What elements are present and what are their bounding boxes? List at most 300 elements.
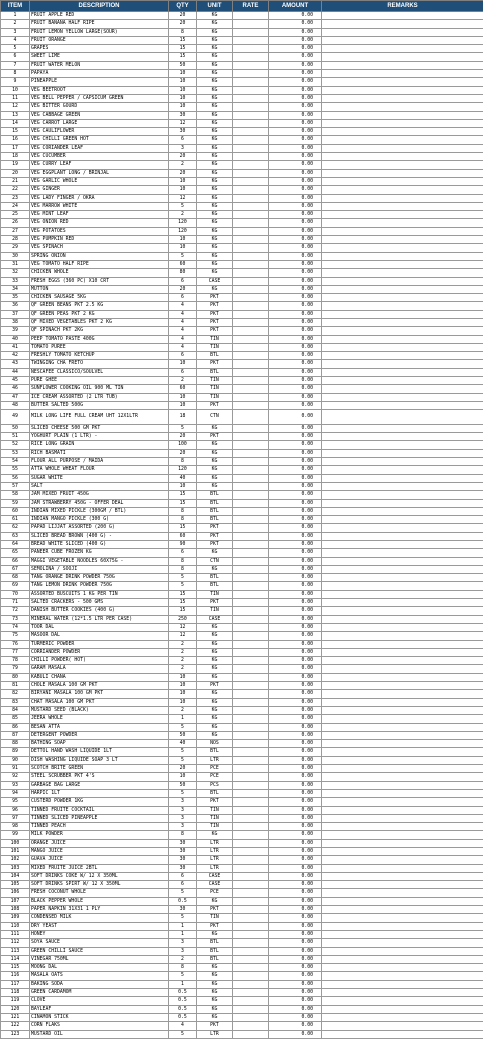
cell-remarks bbox=[322, 352, 483, 360]
cell-amount: 0.00 bbox=[269, 814, 322, 822]
cell-qty: 6 bbox=[169, 549, 197, 557]
header-qty: QTY bbox=[169, 1, 197, 12]
cell-unit: KG bbox=[197, 144, 233, 152]
cell-description: VEG PUMPKIN RED bbox=[30, 236, 169, 244]
cell-description: VEG LADY FINGER / OKRA bbox=[30, 194, 169, 202]
cell-description: ATTA WHOLE WHEAT FLOUR bbox=[30, 466, 169, 474]
cell-amount: 0.00 bbox=[269, 532, 322, 540]
cell-unit: BTL bbox=[197, 748, 233, 756]
cell-description: QF SPINACH PKT 2KG bbox=[30, 327, 169, 335]
cell-remarks bbox=[322, 798, 483, 806]
cell-rate bbox=[233, 897, 269, 905]
table-row bbox=[1, 219, 483, 227]
cell-unit: KG bbox=[197, 128, 233, 136]
cell-item: 96 bbox=[1, 806, 30, 814]
cell-description: SPRING ONION bbox=[30, 252, 169, 260]
cell-amount: 0.00 bbox=[269, 36, 322, 44]
table-row bbox=[1, 61, 483, 69]
cell-unit: NOS bbox=[197, 740, 233, 748]
cell-unit: KG bbox=[197, 119, 233, 127]
cell-item: 17 bbox=[1, 144, 30, 152]
table-row bbox=[1, 765, 483, 773]
cell-description: MUTTON bbox=[30, 285, 169, 293]
cell-amount: 0.00 bbox=[269, 144, 322, 152]
cell-rate bbox=[233, 740, 269, 748]
table-row bbox=[1, 466, 483, 474]
table-row bbox=[1, 285, 483, 293]
cell-rate bbox=[233, 889, 269, 897]
cell-item: 10 bbox=[1, 86, 30, 94]
cell-description: CLOVE bbox=[30, 997, 169, 1005]
cell-qty: 5 bbox=[169, 582, 197, 590]
cell-description: CHOLE MASALA 100 GM PKT bbox=[30, 682, 169, 690]
cell-item: 53 bbox=[1, 449, 30, 457]
cell-unit: KG bbox=[197, 111, 233, 119]
cell-amount: 0.00 bbox=[269, 482, 322, 490]
table-row bbox=[1, 972, 483, 980]
cell-rate bbox=[233, 86, 269, 94]
cell-description: CHAT MASALA 100 GM PKT bbox=[30, 698, 169, 706]
cell-rate bbox=[233, 153, 269, 161]
cell-amount: 0.00 bbox=[269, 78, 322, 86]
cell-qty: 5 bbox=[169, 889, 197, 897]
cell-remarks bbox=[322, 393, 483, 401]
cell-qty: 10 bbox=[169, 103, 197, 111]
cell-item: 6 bbox=[1, 53, 30, 61]
cell-unit: KG bbox=[197, 86, 233, 94]
cell-description: RICE LONG GRAIN bbox=[30, 441, 169, 449]
cell-remarks bbox=[322, 244, 483, 252]
cell-remarks bbox=[322, 980, 483, 988]
cell-qty: 3 bbox=[169, 144, 197, 152]
cell-qty: 12 bbox=[169, 632, 197, 640]
cell-unit: KG bbox=[197, 964, 233, 972]
cell-qty: 60 bbox=[169, 385, 197, 393]
cell-qty: 1 bbox=[169, 930, 197, 938]
cell-amount: 0.00 bbox=[269, 930, 322, 938]
cell-unit: PKT bbox=[197, 318, 233, 326]
cell-rate bbox=[233, 789, 269, 797]
cell-unit: KG bbox=[197, 211, 233, 219]
cell-rate bbox=[233, 53, 269, 61]
cell-description: VEG MARROW WHITE bbox=[30, 202, 169, 210]
cell-rate bbox=[233, 798, 269, 806]
cell-description: SLICED BREAD BROWN (400 G) - bbox=[30, 532, 169, 540]
cell-rate bbox=[233, 972, 269, 980]
cell-remarks bbox=[322, 260, 483, 268]
cell-item: 98 bbox=[1, 823, 30, 831]
cell-unit: KG bbox=[197, 1013, 233, 1021]
cell-amount: 0.00 bbox=[269, 823, 322, 831]
cell-rate bbox=[233, 45, 269, 53]
cell-amount: 0.00 bbox=[269, 740, 322, 748]
cell-unit: PKT bbox=[197, 327, 233, 335]
cell-remarks bbox=[322, 499, 483, 507]
cell-rate bbox=[233, 244, 269, 252]
cell-rate bbox=[233, 599, 269, 607]
cell-remarks bbox=[322, 294, 483, 302]
cell-unit: KG bbox=[197, 980, 233, 988]
table-row bbox=[1, 856, 483, 864]
table-row bbox=[1, 831, 483, 839]
cell-amount: 0.00 bbox=[269, 393, 322, 401]
cell-description: VEG CABBAGE GREEN bbox=[30, 111, 169, 119]
cell-unit: LTR bbox=[197, 1030, 233, 1038]
table-row bbox=[1, 997, 483, 1005]
table-row bbox=[1, 715, 483, 723]
cell-amount: 0.00 bbox=[269, 1022, 322, 1030]
cell-qty: 15 bbox=[169, 53, 197, 61]
cell-rate bbox=[233, 352, 269, 360]
cell-rate bbox=[233, 930, 269, 938]
cell-item: 95 bbox=[1, 798, 30, 806]
cell-remarks bbox=[322, 285, 483, 293]
cell-amount: 0.00 bbox=[269, 211, 322, 219]
cell-remarks bbox=[322, 623, 483, 631]
cell-item: 41 bbox=[1, 343, 30, 351]
cell-amount: 0.00 bbox=[269, 227, 322, 235]
cell-description: JAM MIXED FRUIT 450G bbox=[30, 491, 169, 499]
cell-remarks bbox=[322, 582, 483, 590]
table-row bbox=[1, 740, 483, 748]
cell-item: 119 bbox=[1, 997, 30, 1005]
table-row bbox=[1, 53, 483, 61]
cell-rate bbox=[233, 466, 269, 474]
cell-item: 112 bbox=[1, 939, 30, 947]
cell-amount: 0.00 bbox=[269, 881, 322, 889]
cell-description: INDIAN MANGO PICKLE (300 G) bbox=[30, 516, 169, 524]
cell-unit: KG bbox=[197, 466, 233, 474]
header-item: ITEM bbox=[1, 1, 30, 12]
cell-item: 122 bbox=[1, 1022, 30, 1030]
cell-description: CHICKEN WHOLE bbox=[30, 269, 169, 277]
cell-item: 115 bbox=[1, 964, 30, 972]
cell-amount: 0.00 bbox=[269, 980, 322, 988]
cell-qty: 3 bbox=[169, 814, 197, 822]
cell-description: GARBAGE BAG LARGE bbox=[30, 781, 169, 789]
cell-description: CONDENSED MILK bbox=[30, 914, 169, 922]
cell-amount: 0.00 bbox=[269, 947, 322, 955]
cell-rate bbox=[233, 1013, 269, 1021]
table-row bbox=[1, 360, 483, 368]
table-row bbox=[1, 401, 483, 409]
cell-amount: 0.00 bbox=[269, 839, 322, 847]
table-row bbox=[1, 623, 483, 631]
cell-remarks bbox=[322, 327, 483, 335]
cell-description: ASSORTED BUSCUITS 1 KG PER TIN bbox=[30, 590, 169, 598]
cell-description: FRESH EGGS (360 PC) X10 CRT bbox=[30, 277, 169, 285]
cell-item: 77 bbox=[1, 648, 30, 656]
table-row bbox=[1, 939, 483, 947]
cell-description: TINNED SLICED PINEAPPLE bbox=[30, 814, 169, 822]
cell-unit: PKT bbox=[197, 360, 233, 368]
cell-rate bbox=[233, 823, 269, 831]
cell-qty: 8 bbox=[169, 458, 197, 466]
table-row bbox=[1, 731, 483, 739]
cell-amount: 0.00 bbox=[269, 70, 322, 78]
cell-unit: CASE bbox=[197, 277, 233, 285]
cell-qty: 6 bbox=[169, 294, 197, 302]
cell-amount: 0.00 bbox=[269, 640, 322, 648]
cell-rate bbox=[233, 385, 269, 393]
cell-amount: 0.00 bbox=[269, 499, 322, 507]
table-row bbox=[1, 748, 483, 756]
cell-item: 78 bbox=[1, 657, 30, 665]
cell-item: 59 bbox=[1, 499, 30, 507]
table-row bbox=[1, 657, 483, 665]
table-row bbox=[1, 12, 483, 20]
cell-description: BUTTER SALTED 500G bbox=[30, 401, 169, 409]
cell-qty: 2 bbox=[169, 161, 197, 169]
cell-amount: 0.00 bbox=[269, 111, 322, 119]
cell-amount: 0.00 bbox=[269, 103, 322, 111]
cell-description: MUSTARD OIL bbox=[30, 1030, 169, 1038]
cell-amount: 0.00 bbox=[269, 310, 322, 318]
cell-qty: 12 bbox=[169, 623, 197, 631]
cell-rate bbox=[233, 277, 269, 285]
cell-description: ICE CREAM ASSORTED (2 LTR TUB) bbox=[30, 393, 169, 401]
cell-unit: LTR bbox=[197, 839, 233, 847]
cell-amount: 0.00 bbox=[269, 186, 322, 194]
cell-qty: 8 bbox=[169, 507, 197, 515]
cell-amount: 0.00 bbox=[269, 847, 322, 855]
table-row bbox=[1, 491, 483, 499]
cell-unit: LTR bbox=[197, 756, 233, 764]
cell-item: 34 bbox=[1, 285, 30, 293]
cell-remarks bbox=[322, 219, 483, 227]
cell-rate bbox=[233, 211, 269, 219]
table-row bbox=[1, 277, 483, 285]
cell-remarks bbox=[322, 78, 483, 86]
cell-item: 45 bbox=[1, 377, 30, 385]
table-row bbox=[1, 648, 483, 656]
cell-description: HARPIC 1LT bbox=[30, 789, 169, 797]
cell-qty: 60 bbox=[169, 260, 197, 268]
cell-qty: 4 bbox=[169, 327, 197, 335]
cell-rate bbox=[233, 61, 269, 69]
cell-amount: 0.00 bbox=[269, 665, 322, 673]
cell-rate bbox=[233, 474, 269, 482]
cell-amount: 0.00 bbox=[269, 285, 322, 293]
header-remarks: REMARKS bbox=[322, 1, 483, 12]
cell-description: GREEN CARDAMOM bbox=[30, 989, 169, 997]
cell-remarks bbox=[322, 922, 483, 930]
header-description: DESCRIPTION bbox=[30, 1, 169, 12]
cell-remarks bbox=[322, 410, 483, 425]
cell-amount: 0.00 bbox=[269, 244, 322, 252]
table-row bbox=[1, 847, 483, 855]
cell-item: 47 bbox=[1, 393, 30, 401]
cell-item: 99 bbox=[1, 831, 30, 839]
cell-item: 82 bbox=[1, 690, 30, 698]
table-row bbox=[1, 343, 483, 351]
cell-item: 9 bbox=[1, 78, 30, 86]
cell-rate bbox=[233, 557, 269, 565]
cell-amount: 0.00 bbox=[269, 360, 322, 368]
cell-qty: 30 bbox=[169, 839, 197, 847]
cell-remarks bbox=[322, 441, 483, 449]
cell-item: 100 bbox=[1, 839, 30, 847]
cell-unit: KG bbox=[197, 897, 233, 905]
cell-amount: 0.00 bbox=[269, 252, 322, 260]
cell-amount: 0.00 bbox=[269, 657, 322, 665]
table-row bbox=[1, 640, 483, 648]
cell-qty: 10 bbox=[169, 70, 197, 78]
cell-remarks bbox=[322, 252, 483, 260]
cell-item: 42 bbox=[1, 352, 30, 360]
cell-remarks bbox=[322, 482, 483, 490]
cell-unit: TIN bbox=[197, 823, 233, 831]
cell-remarks bbox=[322, 723, 483, 731]
cell-rate bbox=[233, 839, 269, 847]
cell-rate bbox=[233, 607, 269, 615]
cell-description: TANG LEMON DRINK POWDER 750G bbox=[30, 582, 169, 590]
cell-item: 94 bbox=[1, 789, 30, 797]
cell-unit: KG bbox=[197, 70, 233, 78]
cell-rate bbox=[233, 103, 269, 111]
cell-amount: 0.00 bbox=[269, 698, 322, 706]
table-row bbox=[1, 798, 483, 806]
cell-remarks bbox=[322, 789, 483, 797]
cell-qty: 1 bbox=[169, 980, 197, 988]
cell-remarks bbox=[322, 20, 483, 28]
table-row bbox=[1, 78, 483, 86]
cell-item: 110 bbox=[1, 922, 30, 930]
cell-qty: 2 bbox=[169, 377, 197, 385]
table-row bbox=[1, 103, 483, 111]
cell-qty: 5 bbox=[169, 252, 197, 260]
cell-remarks bbox=[322, 839, 483, 847]
cell-amount: 0.00 bbox=[269, 410, 322, 425]
cell-remarks bbox=[322, 28, 483, 36]
cell-item: 103 bbox=[1, 864, 30, 872]
table-row bbox=[1, 964, 483, 972]
cell-remarks bbox=[322, 449, 483, 457]
cell-item: 26 bbox=[1, 219, 30, 227]
cell-description: BREAD WHITE SLICED (400 G) bbox=[30, 541, 169, 549]
cell-rate bbox=[233, 565, 269, 573]
cell-qty: 4 bbox=[169, 1022, 197, 1030]
cell-amount: 0.00 bbox=[269, 449, 322, 457]
cell-rate bbox=[233, 781, 269, 789]
cell-remarks bbox=[322, 823, 483, 831]
cell-remarks bbox=[322, 740, 483, 748]
cell-amount: 0.00 bbox=[269, 557, 322, 565]
cell-unit: BTL bbox=[197, 955, 233, 963]
cell-rate bbox=[233, 482, 269, 490]
cell-qty: 30 bbox=[169, 847, 197, 855]
cell-qty: 10 bbox=[169, 186, 197, 194]
cell-description: VEG POTATOES bbox=[30, 227, 169, 235]
cell-unit: KG bbox=[197, 474, 233, 482]
cell-item: 62 bbox=[1, 524, 30, 532]
cell-amount: 0.00 bbox=[269, 20, 322, 28]
cell-rate bbox=[233, 516, 269, 524]
cell-description: BIRYANI MASALA 100 GM PKT bbox=[30, 690, 169, 698]
cell-rate bbox=[233, 260, 269, 268]
cell-description: QF GREEN PEAS PKT 2 KG bbox=[30, 310, 169, 318]
cell-description: BLACK PEPPER WHOLE bbox=[30, 897, 169, 905]
cell-unit: KG bbox=[197, 449, 233, 457]
cell-amount: 0.00 bbox=[269, 458, 322, 466]
cell-amount: 0.00 bbox=[269, 906, 322, 914]
cell-description: CINAMON STICK bbox=[30, 1013, 169, 1021]
cell-description: VEG SPINACH bbox=[30, 244, 169, 252]
cell-rate bbox=[233, 947, 269, 955]
cell-description: SALTED CRACKERS - 500 GMS bbox=[30, 599, 169, 607]
cell-item: 89 bbox=[1, 748, 30, 756]
cell-description: CHICKEN SAUSAGE 5KG bbox=[30, 294, 169, 302]
cell-item: 11 bbox=[1, 94, 30, 102]
table-row bbox=[1, 706, 483, 714]
cell-remarks bbox=[322, 590, 483, 598]
cell-item: 25 bbox=[1, 211, 30, 219]
cell-qty: 10 bbox=[169, 673, 197, 681]
cell-description: VEG MINT LEAF bbox=[30, 211, 169, 219]
cell-description: VEG BELL PEPPER / CAPSICUM GREEN bbox=[30, 94, 169, 102]
cell-qty: 90 bbox=[169, 541, 197, 549]
cell-rate bbox=[233, 698, 269, 706]
cell-qty: 20 bbox=[169, 169, 197, 177]
cell-remarks bbox=[322, 474, 483, 482]
table-row bbox=[1, 433, 483, 441]
cell-amount: 0.00 bbox=[269, 12, 322, 20]
cell-remarks bbox=[322, 153, 483, 161]
cell-remarks bbox=[322, 607, 483, 615]
cell-remarks bbox=[322, 491, 483, 499]
cell-description: PAPAYA bbox=[30, 70, 169, 78]
cell-unit: KG bbox=[197, 227, 233, 235]
cell-qty: 1 bbox=[169, 922, 197, 930]
table-row bbox=[1, 244, 483, 252]
cell-remarks bbox=[322, 831, 483, 839]
table-row bbox=[1, 194, 483, 202]
cell-remarks bbox=[322, 211, 483, 219]
cell-rate bbox=[233, 144, 269, 152]
cell-unit: PKT bbox=[197, 524, 233, 532]
cell-item: 58 bbox=[1, 491, 30, 499]
table-row bbox=[1, 186, 483, 194]
table-row bbox=[1, 698, 483, 706]
cell-rate bbox=[233, 640, 269, 648]
cell-amount: 0.00 bbox=[269, 864, 322, 872]
cell-unit: KG bbox=[197, 12, 233, 20]
cell-amount: 0.00 bbox=[269, 327, 322, 335]
cell-amount: 0.00 bbox=[269, 939, 322, 947]
cell-description: MASALA OATS bbox=[30, 972, 169, 980]
cell-description: GRAPES bbox=[30, 45, 169, 53]
cell-unit: KG bbox=[197, 94, 233, 102]
cell-rate bbox=[233, 773, 269, 781]
cell-amount: 0.00 bbox=[269, 352, 322, 360]
cell-qty: 5 bbox=[169, 723, 197, 731]
cell-rate bbox=[233, 136, 269, 144]
cell-unit: BTL bbox=[197, 516, 233, 524]
cell-item: 86 bbox=[1, 723, 30, 731]
cell-amount: 0.00 bbox=[269, 28, 322, 36]
cell-qty: 30 bbox=[169, 111, 197, 119]
cell-unit: PKT bbox=[197, 302, 233, 310]
cell-rate bbox=[233, 914, 269, 922]
cell-amount: 0.00 bbox=[269, 53, 322, 61]
cell-unit: KG bbox=[197, 177, 233, 185]
cell-remarks bbox=[322, 657, 483, 665]
table-row bbox=[1, 252, 483, 260]
cell-description: PAPAD LIJJAT ASSORTED (200 G) bbox=[30, 524, 169, 532]
cell-rate bbox=[233, 343, 269, 351]
cell-rate bbox=[233, 12, 269, 20]
cell-item: 69 bbox=[1, 582, 30, 590]
